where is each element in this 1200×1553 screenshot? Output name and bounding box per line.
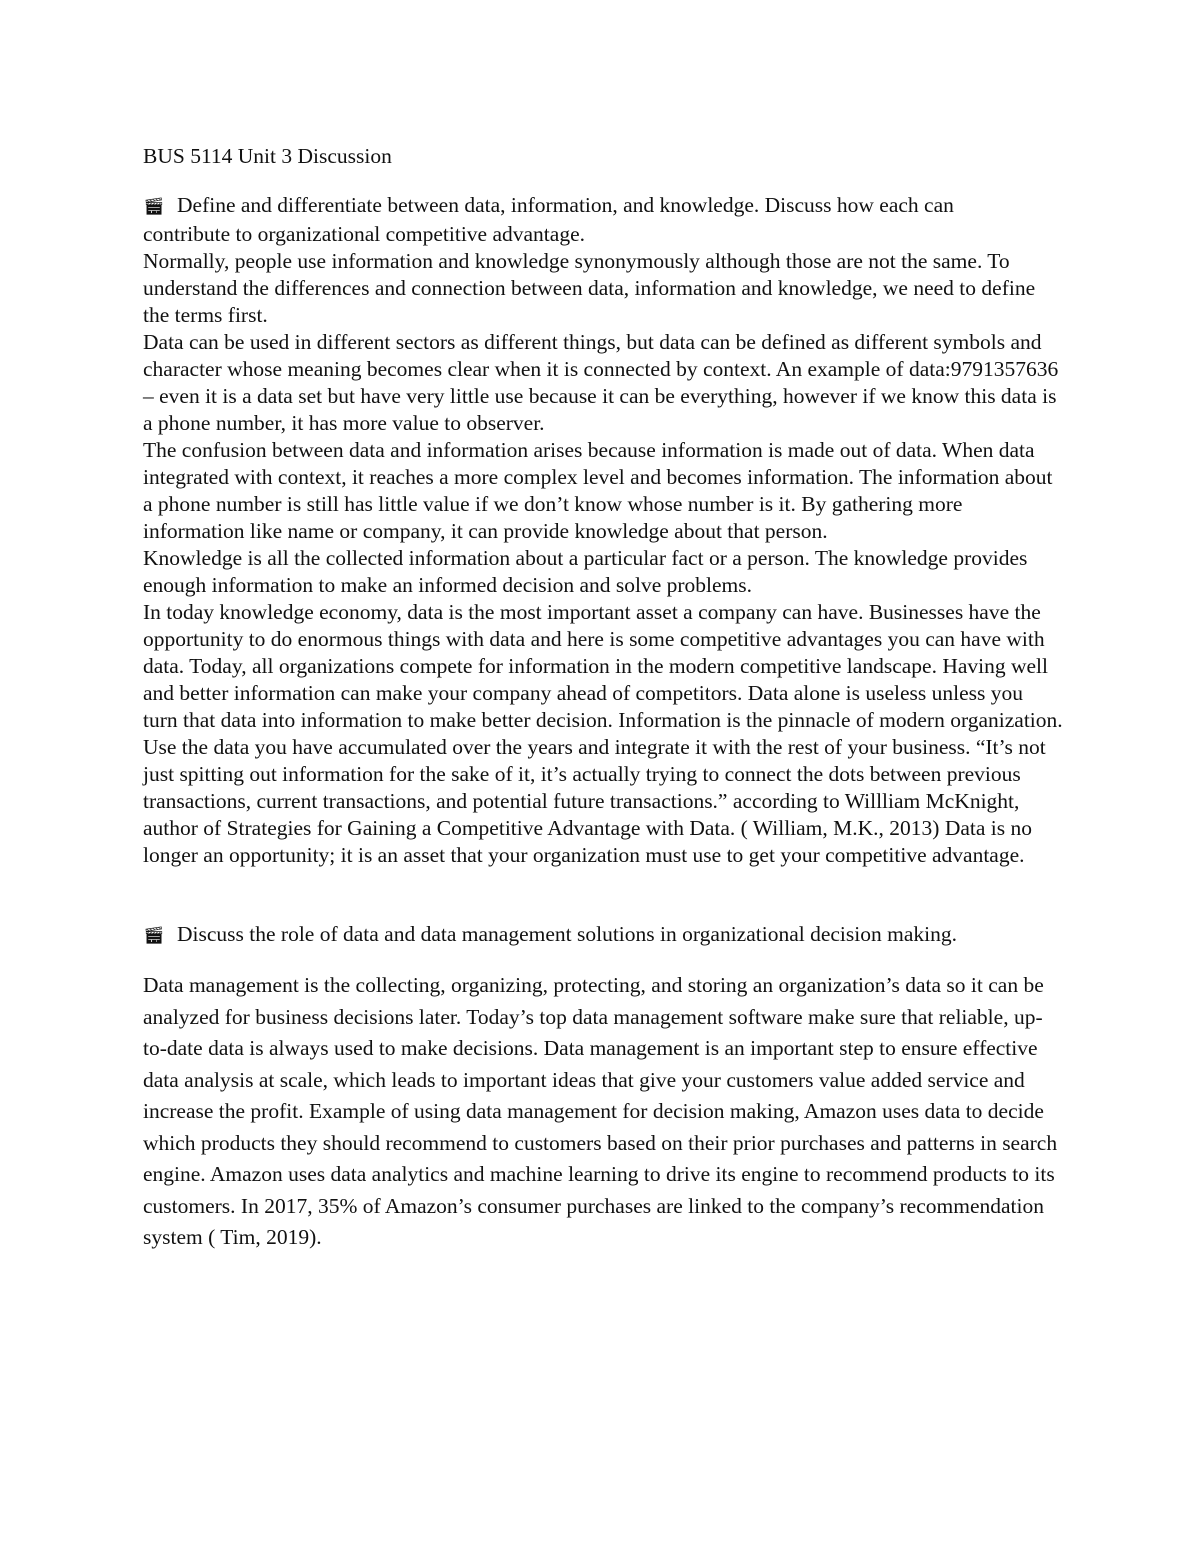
question-2 [143,921,1063,950]
question-1-continuation: contribute to organizational competitive advantage. [143,222,585,246]
question-2-text: Discuss the role of data and data management solutions in organizational decision making. [177,922,957,946]
paragraph-2: Data can be used in different sectors as different things, but data can be defined as different symbols and character whose meaning becomes clear when it is connected by context. An example of data:9791357636 – even it is a data set but have very little use because it can be everything, however if we know this data is a phone number, it has more value to observer. [143,330,1059,435]
paragraph-6: Data management is the collecting, organizing, protecting, and storing an organization’s data so it can be analyzed for business decisions later. Today’s top data management software make sure that reliable, up-to-date data is always used to make decisions. Data management is an important step to ensure effective data analysis at scale, which leads to important ideas that give your customers value added service and increase the profit. Example of using data management for decision making, Amazon uses data to decide which products they should recommend to customers based on their prior purchases and patterns in search engine. Amazon uses data analytics and machine learning to drive its engine to recommend products to its customers. In 2017, 35% of Amazon’s consumer purchases are linked to the company’s recommendation system ( Tim, 2019). [143,973,1058,1249]
document-content [143,143,1063,1254]
section-2 [143,921,1063,1254]
paragraph-5: In today knowledge economy, data is the most important asset a company can have. Businesses have the opportunity to do enormous things with data and here is some competitive advantages you can have with data. Today, all organizations compete for information in the modern competitive landscape. Having well and better information can make your company ahead of competitors. Data alone is useless unless you turn that data into information to make better decision. Information is the pinnacle of modern organization. Use the data you have accumulated over the years and integrate it with the rest of your business. “It’s not just spitting out information for the sake of it, it’s actually trying to connect the dots between previous transactions, current transactions, and potential future transactions.” according to Willliam McKnight, author of Strategies for Gaining a Competitive Advantage with Data. ( William, M.K., 2013) Data is no longer an opportunity; it is an asset that your organization must use to get your competitive advantage. [143,600,1063,867]
question-1 [143,192,1063,248]
paragraph-4: Knowledge is all the collected information about a particular fact or a person. The knowledge provides enough information to make an informed decision and solve problems. [143,546,1028,597]
clapperboard-icon: 🎬︎ [143,926,165,946]
section-1 [143,192,1063,869]
clapperboard-icon: 🎬︎ [143,197,165,217]
document-title: BUS 5114 Unit 3 Discussion [143,144,392,168]
question-1-text: Define and differentiate between data, information, and knowledge. Discuss how each can [177,193,954,217]
paragraph-1: Normally, people use information and knowledge synonymously although those are not the same. To understand the differences and connection between data, information and knowledge, we need to define the terms first. [143,249,1036,327]
question-1-first-line [143,192,1063,221]
paragraph-3: The confusion between data and information arises because information is made out of data. When data integrated with context, it reaches a more complex level and becomes information. The information about a phone number is still has little value if we don’t know whose number is it. By gathering more information like name or company, it can provide knowledge about that person. [143,438,1053,543]
